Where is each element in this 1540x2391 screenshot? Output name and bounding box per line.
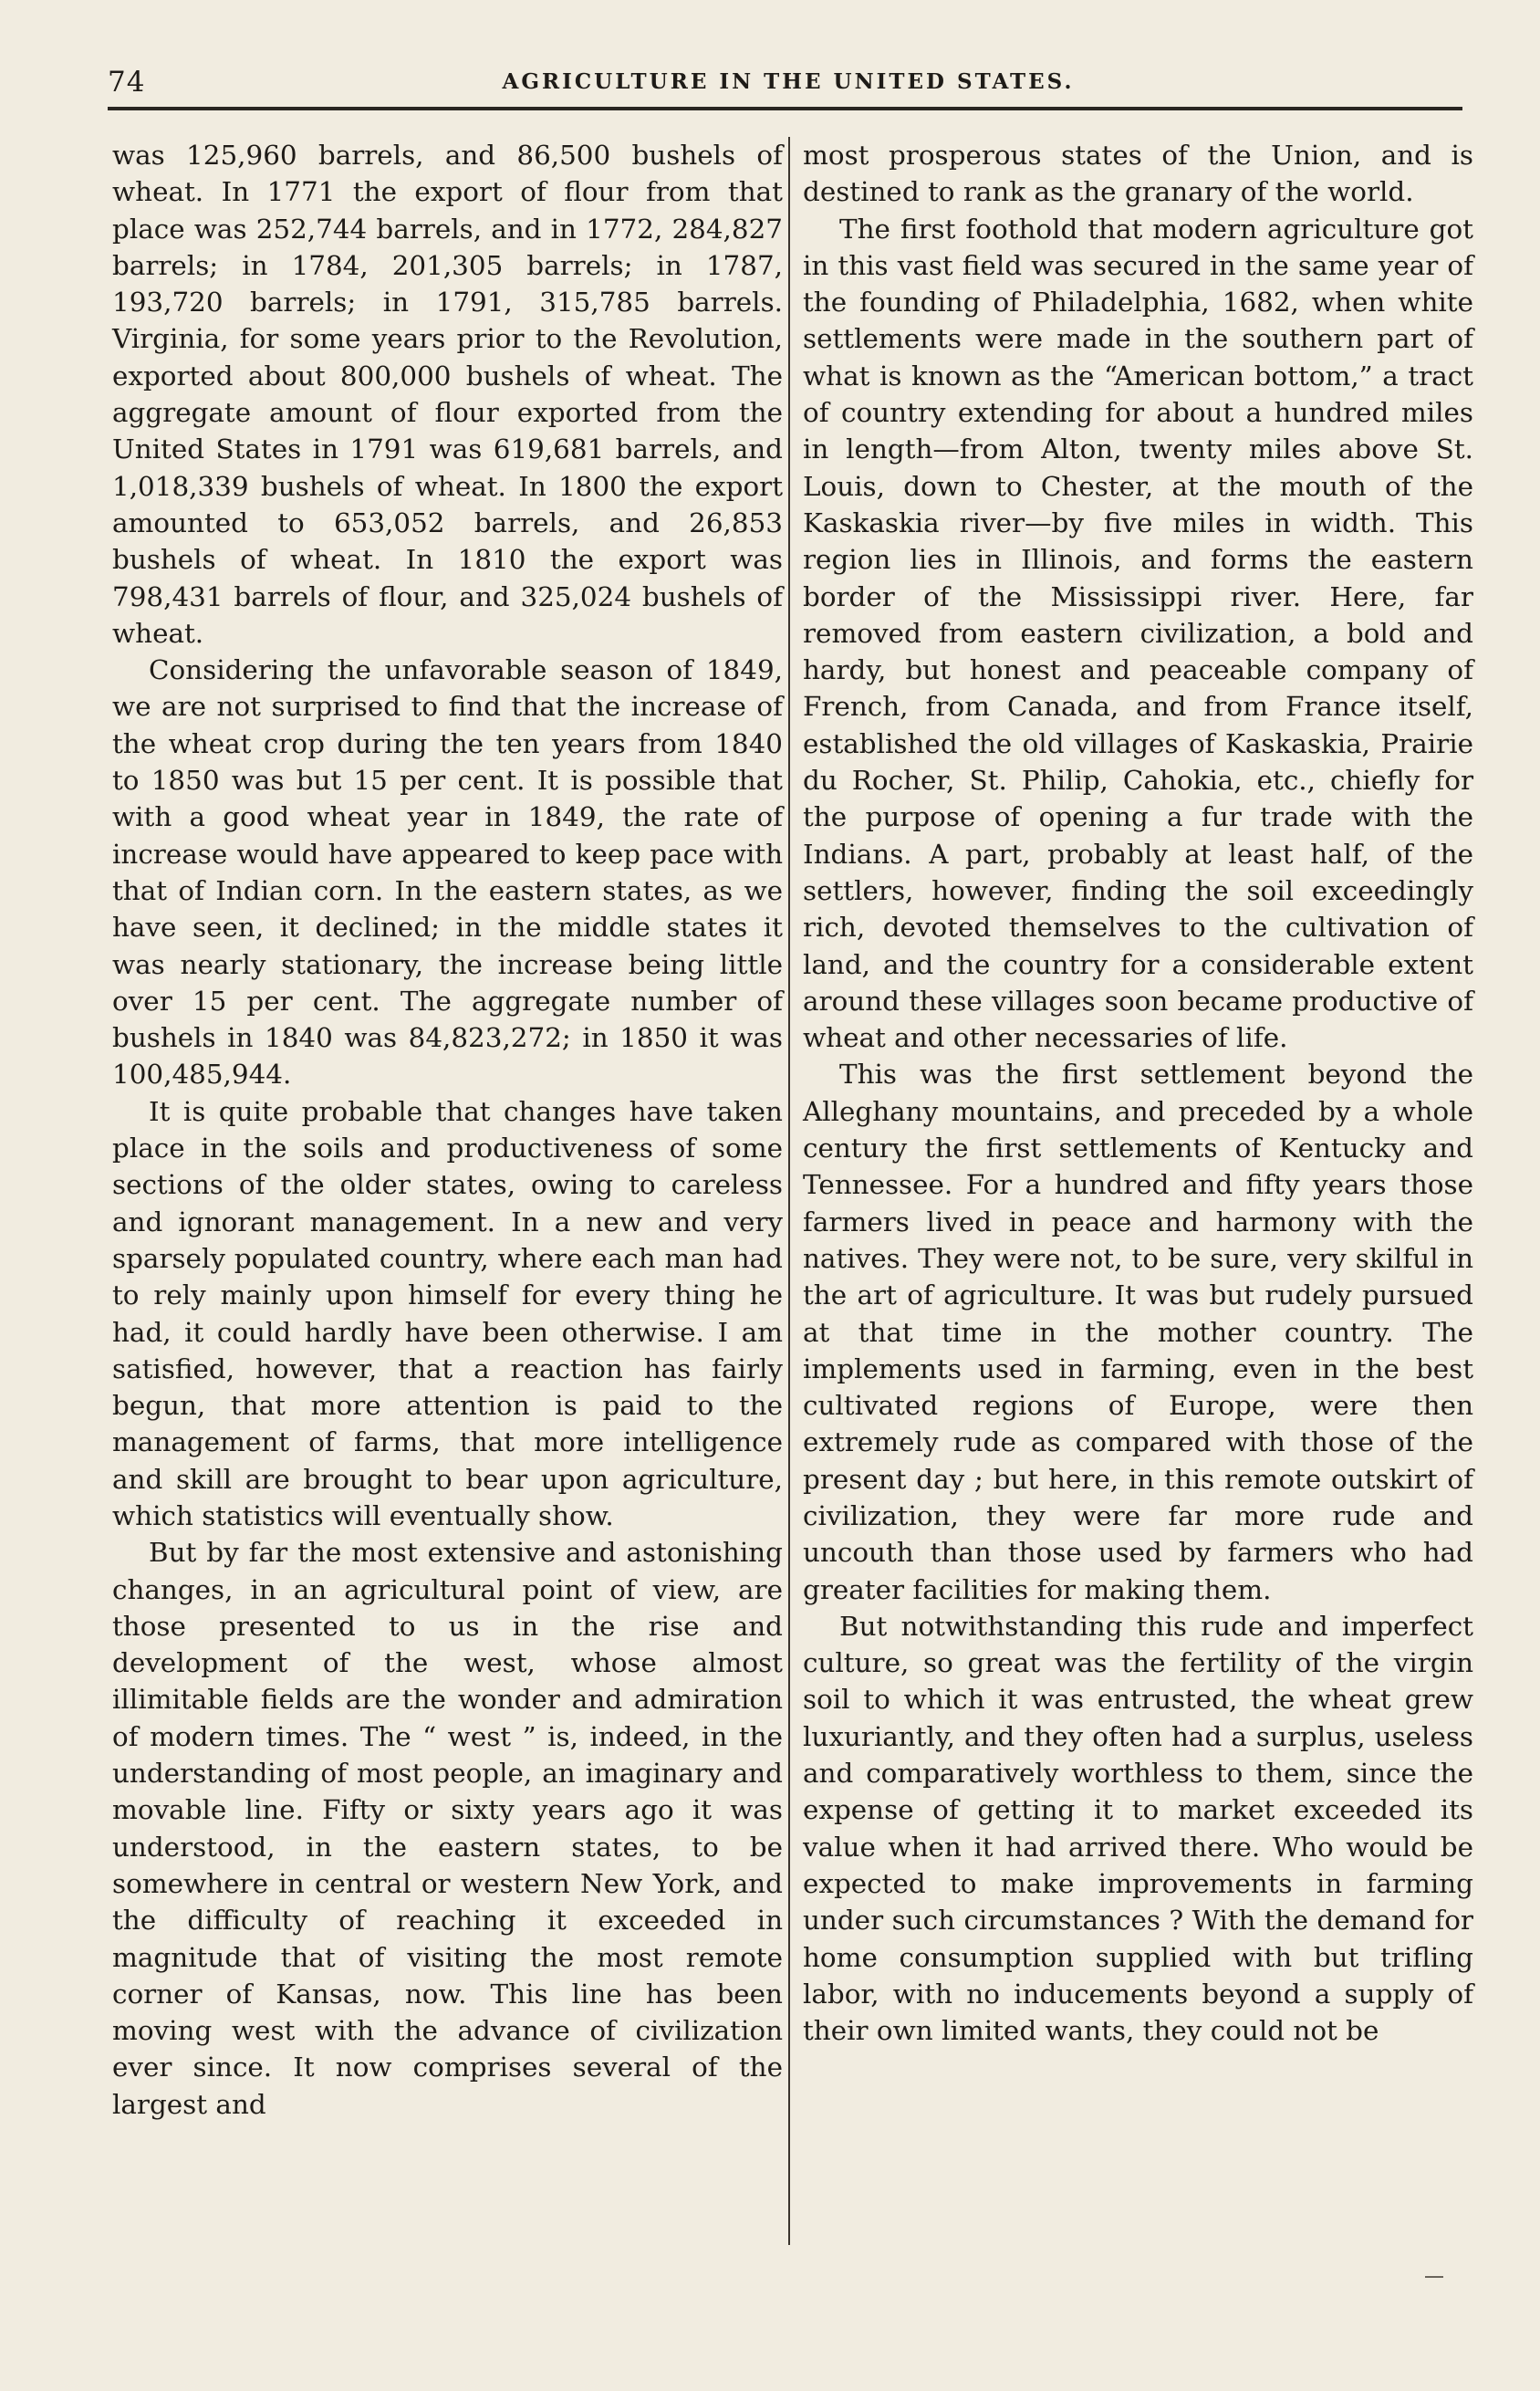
left-column [112, 137, 783, 2123]
paragraph: But notwithstanding this rude and imperfect culture, so great was the fertility of the virgin soil to which it was entrusted, the wheat grew luxuriantly, and they often had a surplus, useless and comparatively worthless to them, since the expense of getting it to market exceeded its value when it had arrived there. Who would be expected to make improvements in farming under such circumstances ? With the demand for home consumption supplied with but trifling labor, with no inducements beyond a supply of their own limited wants, they could not be [803, 1610, 1473, 2047]
paragraph: It is quite probable that changes have taken place in the soils and productiveness of some sections of the older states, owing to careless and ignorant management. In a new and very sparsely populated country, where each man had to rely mainly upon himself for every thing he had, it could hardly have been otherwise. I am satisfied, however, that a reaction has fairly begun, that more attention is paid to the management of farms, that more intelligence and skill are brought to bear upon agriculture, which statistics will eventually show. [112, 1095, 783, 1531]
paragraph: This was the first settlement beyond the Alleghany mountains, and preceded by a whole century the first settlements of Kentucky and Tennessee. For a hundred and fifty years those farmers lived in peace and harmony with the natives. They were not, to be sure, very skilful in the art of agriculture. It was but rudely pursued at that time in the mother country. The implements used in farming, even in the best cultivated regions of Europe, were then extremely rude as compared with those of the present day ; but here, in this remote outskirt of civilization, they were far more rude and uncouth than those used by farmers who had greater facilities for making them. [803, 1059, 1473, 1605]
page-number: 74 [108, 66, 146, 99]
column-divider [788, 137, 790, 2245]
header-rule [108, 107, 1462, 110]
paragraph: Considering the unfavorable season of 1849, we are not surprised to find that the increase of the wheat crop during the ten years from 1840 to 1850 was but 15 per cent. It is possible that with a good wheat year in 1849, the rate of increase would have appeared to keep pace with that of Indian corn. In the eastern states, as we have seen, it declined; in the middle states it was nearly stationary, the increase being little over 15 per cent. The aggregate number of bushels in 1840 was 84,823,272; in 1850 it was 100,485,944. [112, 654, 783, 1091]
running-head: AGRICULTURE IN THE UNITED STATES. [502, 69, 1075, 94]
footer-mark [1425, 2276, 1443, 2278]
paragraph: The first foothold that modern agriculture got in this vast field was secured in the same year of the founding of Philadelphia, 1682, when white settlements were made in the southern part of what is known as the “American bottom,” a tract of country extending for about a hundred miles in length—from Alton, twenty miles above St. Louis, down to Chester, at the mouth of the Kaskaskia river—by five miles in width. This region lies in Illinois, and forms the eastern border of the Mississippi river. Here, far removed from eastern civilization, a bold and hardy, but honest and peaceable company of French, from Canada, and from France itself, established the old villages of Kaskaskia, Prairie du Rocher, St. Philip, Cahokia, etc., chiefly for the purpose of opening a fur trade with the Indians. A part, probably at least half, of the settlers, however, finding the soil exceedingly rich, devoted themselves to the cultivation of land, and the country for a considerable extent around these villages soon became productive of wheat and other necessaries of life. [803, 213, 1473, 1054]
paragraph: But by far the most extensive and astonishing changes, in an agricultural point of view, are those presented to us in the rise and development of the west, whose almost illimitable fields are the wonder and admiration of modern times. The “ west ” is, indeed, in the understanding of most people, an imaginary and movable line. Fifty or sixty years ago it was understood, in the eastern states, to be somewhere in central or western New York, and the difficulty of reaching it exceeded in magnitude that of visiting the most remote corner of Kansas, now. This line has been moving west with the advance of civilization ever since. It now comprises several of the largest and [112, 1537, 783, 2120]
right-column [803, 137, 1473, 2049]
paragraph: was 125,960 barrels, and 86,500 bushels of wheat. In 1771 the export of flour from that place was 252,744 barrels, and in 1772, 284,827 barrels; in 1784, 201,305 barrels; in 1787, 193,720 barrels; in 1791, 315,785 barrels. Virginia, for some years prior to the Revolution, exported about 800,000 bushels of wheat. The aggregate amount of flour exported from the United States in 1791 was 619,681 barrels, and 1,018,339 bushels of wheat. In 1800 the export amounted to 653,052 barrels, and 26,853 bushels of wheat. In 1810 the export was 798,431 barrels of flour, and 325,024 bushels of wheat. [112, 140, 783, 649]
paragraph: most prosperous states of the Union, and is destined to rank as the granary of the world. [803, 140, 1473, 208]
